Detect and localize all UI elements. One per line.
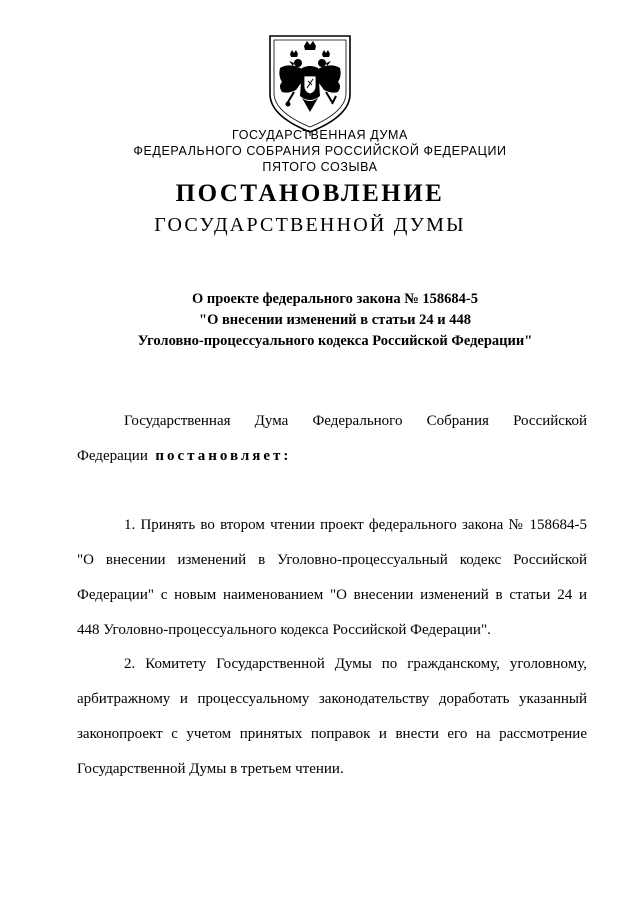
document-title: ПОСТАНОВЛЕНИЕ [175, 180, 445, 207]
subject-line-1: О проекте федерального закона № 158684-5 [191, 291, 479, 307]
item-1-line-4: 448 Уголовно-процессуального кодекса Российской Федерации". [77, 622, 491, 638]
header-line-3: ПЯТОГО СОЗЫВА [262, 160, 378, 174]
item-1-line-1: 1. Принять во втором чтении проект федерального закона № 158684-5 [124, 517, 587, 533]
item-2-line-2: арбитражному и процессуальному законодательству доработать указанный [77, 691, 587, 707]
subject-line-3: Уголовно-процессуального кодекса Российской Федерации" [137, 333, 533, 349]
document-subtitle: ГОСУДАРСТВЕННОЙ ДУМЫ [154, 214, 466, 236]
preamble-line-1: Государственная Дума Федерального Собрания Российской [124, 413, 587, 429]
item-2-line-4: Государственной Думы в третьем чтении. [77, 761, 344, 777]
item-2-paragraph [77, 647, 587, 787]
item-1-line-2: "О внесении изменений в Уголовно-процессуальный кодекс Российской [77, 552, 587, 568]
issuer-header [0, 127, 640, 175]
header-line-2: ФЕДЕРАЛЬНОГО СОБРАНИЯ РОССИЙСКОЙ ФЕДЕРАЦИИ [133, 144, 507, 158]
item-1-line-3: Федерации" с новым наименованием "О внесении изменений в статьи 24 и [77, 587, 587, 603]
preamble-prefix: Федерации [77, 448, 148, 464]
item-2-line-3: законопроект с учетом принятых поправок и внести его на рассмотрение [77, 726, 587, 742]
subject-line-2: "О внесении изменений в статьи 24 и 448 [199, 312, 471, 328]
item-2-line-1: 2. Комитету Государственной Думы по гражданскому, уголовному, [124, 656, 587, 672]
preamble-paragraph [77, 404, 587, 474]
document-subject [100, 289, 570, 352]
item-1-paragraph [77, 508, 587, 648]
preamble-verb: постановляет: [155, 448, 292, 464]
preamble-line-2 [77, 439, 587, 474]
state-emblem-icon [264, 32, 356, 136]
header-line-1: ГОСУДАРСТВЕННАЯ ДУМА [232, 128, 408, 142]
